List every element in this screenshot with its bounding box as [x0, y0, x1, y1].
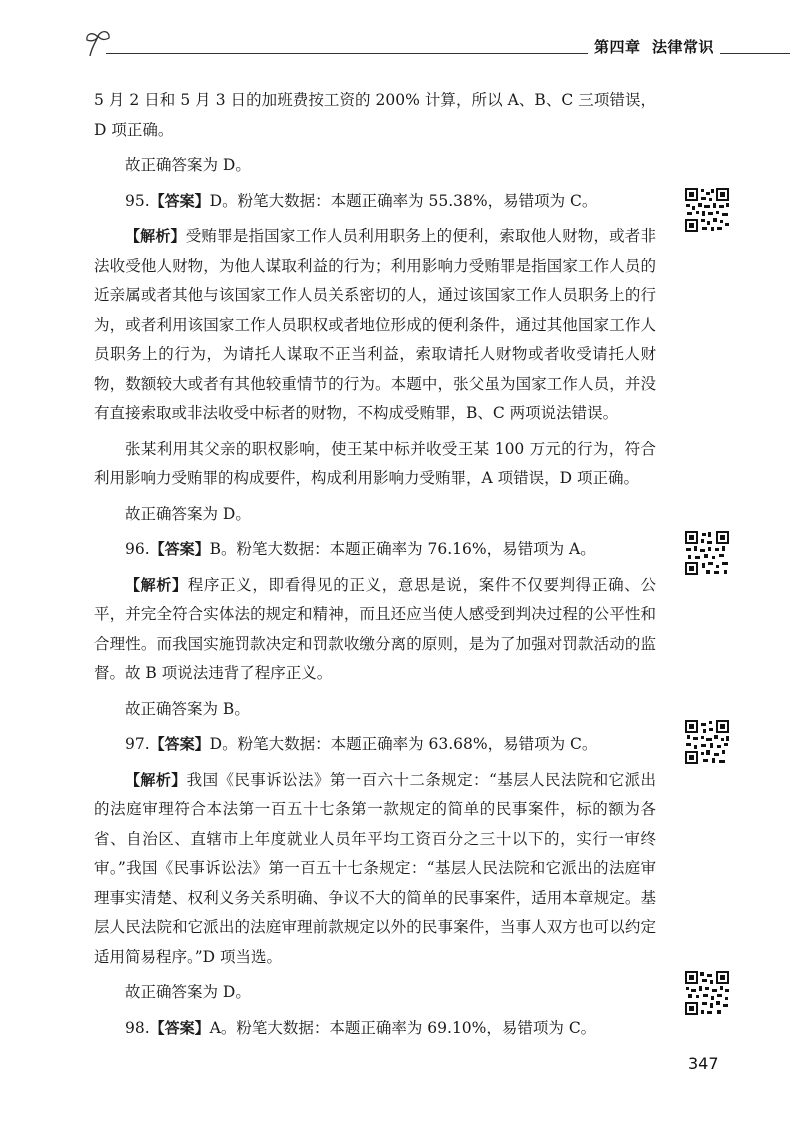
analysis-tag: 【解析】	[125, 770, 187, 789]
page-number: 347	[688, 1054, 719, 1073]
answer-97	[94, 730, 656, 760]
question-number: 96.	[125, 540, 150, 558]
qr-code-icon[interactable]	[684, 719, 730, 765]
conclusion: 故正确答案为 D。	[125, 504, 251, 523]
answer-tag: 【答案】	[149, 735, 210, 753]
page-content	[94, 86, 656, 1049]
question-number: 98.	[125, 1018, 150, 1037]
answer-tag: 【答案】	[149, 1018, 210, 1037]
conclusion: 故正确答案为 D。	[125, 983, 251, 1001]
analysis-text: 程序正义，即看得见的正义，意思是说，案件不仅要判得正确、公平，并完全符合实体法的规定和精神，而且还应当使人感受到判决过程的公平性和合理性。而我国实施罚款决定和罚款收缴分离的原则，是为了加强对罚款活动的监督。故 B 项说法违背了程序正义。	[94, 575, 656, 682]
qr-code-icon[interactable]	[684, 970, 730, 1016]
answer-text: D。粉笔大数据：本题正确率为 55.38%，易错项为 C。	[209, 191, 598, 210]
question-number: 97.	[125, 735, 150, 753]
question-number: 95.	[125, 191, 150, 210]
answer-95	[94, 187, 656, 217]
analysis-text: 我国《民事诉讼法》第一百六十二条规定：“基层人民法院和它派出的法庭审理符合本法第一百五十七条第一款规定的简单的民事案件，标的额为各省、自治区、直辖市上年度就业人员年平均工资百分之三十以下的，实行一审终审。”我国《民事诉讼法》第一百五十七条规定：“基层人民法院和它派出的法庭审理事实清楚、权利义务关系明确、争议不大的简单的民事案件，适用本章规定。基层人民法院和它派出的法庭审理前款规定以外的民事案件，当事人双方也可以约定适用简易程序。”D 项当选。	[94, 770, 656, 966]
chapter-number: 第四章	[594, 38, 641, 56]
analysis-96	[94, 571, 656, 689]
answer-tag: 【答案】	[149, 191, 210, 210]
qr-code-icon[interactable]	[684, 187, 730, 233]
answer-tag: 【答案】	[149, 540, 210, 558]
running-header	[84, 28, 790, 64]
paragraph: 5 月 2 日和 5 月 3 日的加班费按工资的 200% 计算，所以 A、B、C 三项错误，D 项正确。	[94, 91, 656, 139]
answer-text: B。粉笔大数据：本题正确率为 76.16%，易错项为 A。	[209, 540, 596, 558]
answer-96	[94, 535, 656, 565]
answer-98	[94, 1014, 656, 1044]
chapter-section: 法律常识	[651, 38, 714, 56]
chapter-title	[588, 36, 720, 57]
analysis-text: 受贿罪是指国家工作人员利用职务上的便利，索取他人财物，或者非法收受他人财物，为他人谋取利益的行为；利用影响力受贿罪是指国家工作人员的近亲属或者其他与该国家工作人员关系密切的人，通过该国家工作人员职务上的行为，或者利用该国家工作人员职权或者地位形成的便利条件，通过其他国家工作人员职务上的行为，为请托人谋取不正当利益，索取请托人财物或者收受请托人财物，数额较大或者有其他较重情节的行为。本题中，张父虽为国家工作人员，并没有直接索取或非法收受中标者的财物，不构成受贿罪，B、C 两项说法错误。	[94, 227, 656, 422]
analysis-97	[94, 766, 656, 973]
answer-text: A。粉笔大数据：本题正确率为 69.10%，易错项为 C。	[209, 1018, 597, 1037]
paragraph: 张某利用其父亲的职权影响，使王某中标并收受王某 100 万元的行为，符合利用影响力受贿罪的构成要件，构成利用影响力受贿罪，A 项错误，D 项正确。	[94, 439, 656, 487]
conclusion: 故正确答案为 D。	[125, 156, 251, 174]
qr-code-icon[interactable]	[684, 530, 730, 576]
analysis-95	[94, 222, 656, 429]
conclusion: 故正确答案为 B。	[125, 699, 250, 718]
analysis-tag: 【解析】	[125, 227, 186, 245]
analysis-tag: 【解析】	[125, 575, 188, 594]
answer-text: D。粉笔大数据：本题正确率为 63.68%，易错项为 C。	[209, 735, 598, 753]
